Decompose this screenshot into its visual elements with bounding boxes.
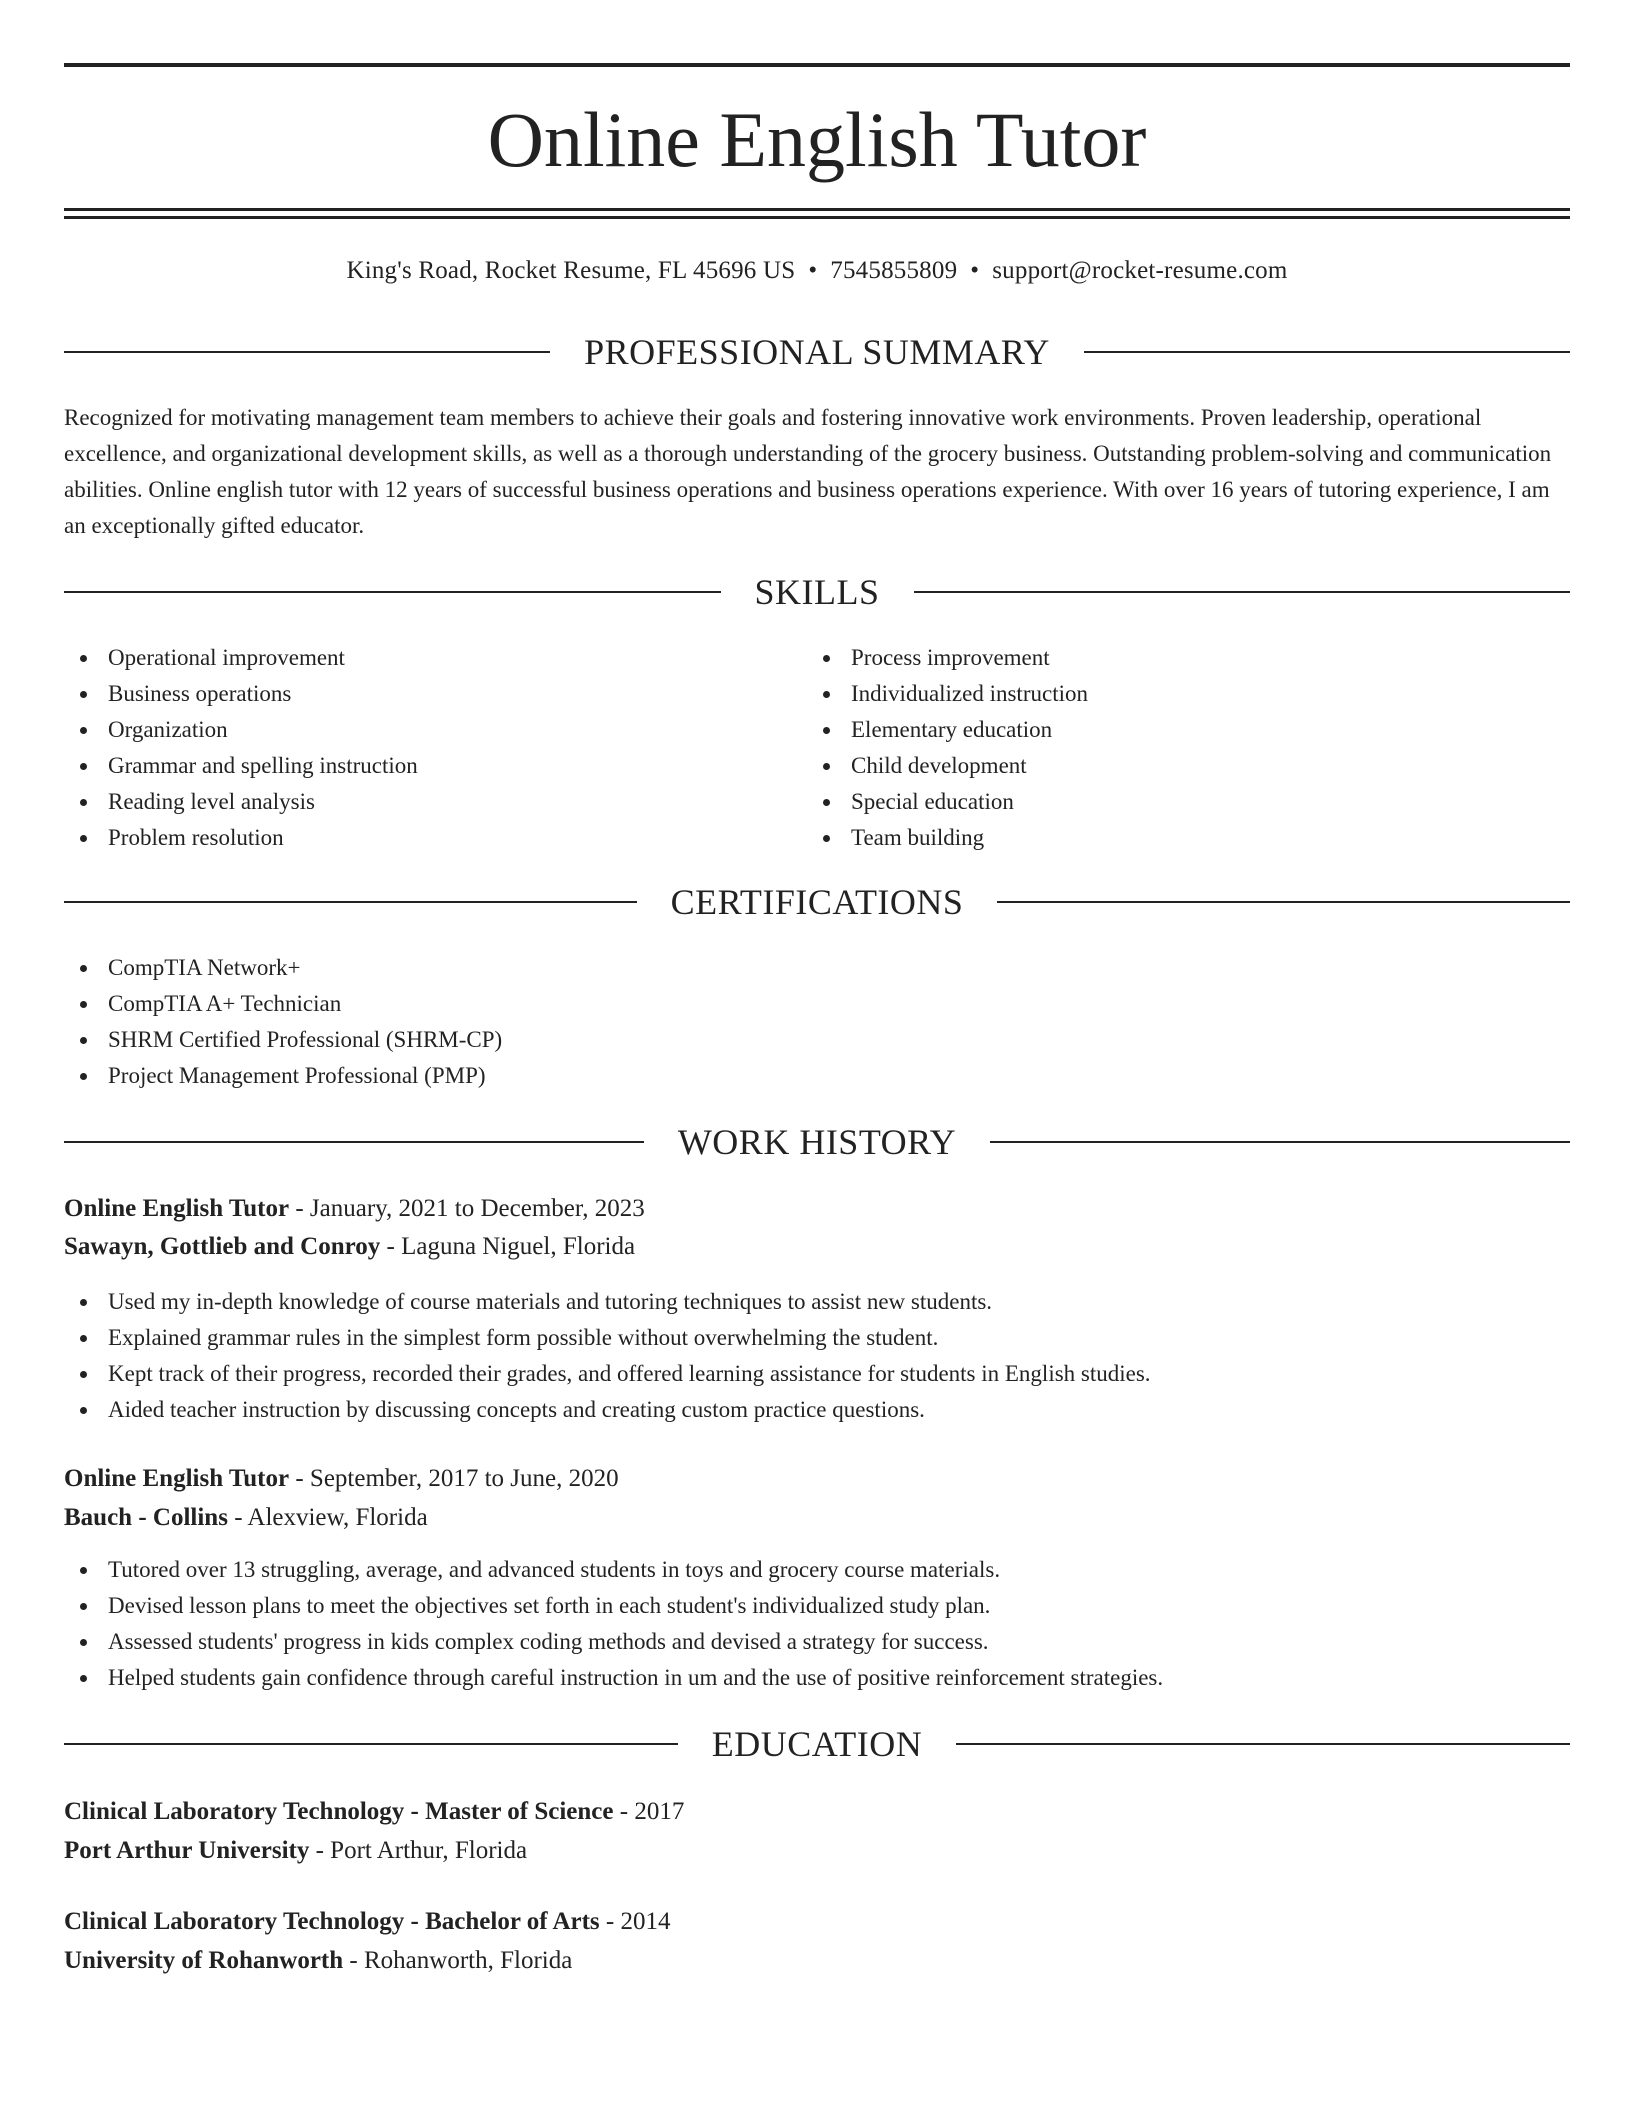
heading-rule-left [64, 901, 637, 903]
job-duty-item: Explained grammar rules in the simplest form possible without overwhelming the student. [64, 1320, 1570, 1356]
job-dates: - January, 2021 to December, 2023 [289, 1195, 645, 1222]
job-title: Online English Tutor [64, 1465, 290, 1492]
job-company: Sawayn, Gottlieb and Conroy [64, 1233, 381, 1260]
education-school: Port Arthur University [64, 1837, 310, 1864]
certification-item: CompTIA A+ Technician [64, 986, 1570, 1022]
job-dates: - September, 2017 to June, 2020 [289, 1465, 619, 1492]
contact-phone: 7545855809 [830, 257, 958, 284]
skill-item: Organization [64, 712, 804, 748]
contact-separator: • [970, 257, 980, 284]
job-duty-item: Helped students gain confidence through careful instruction in um and the use of positive reinforcement strategies. [64, 1660, 1570, 1696]
top-rule [64, 63, 1570, 67]
skill-item: Child development [807, 748, 1567, 784]
heading-rule-left [64, 351, 550, 353]
education-year: - 2017 [613, 1798, 685, 1825]
heading-rule-left [64, 1743, 678, 1745]
work-history-heading: WORK HISTORY [677, 1122, 957, 1162]
job-duty-item: Assessed students' progress in kids complex coding methods and devised a strategy for success. [64, 1624, 1570, 1660]
job-duty-item: Tutored over 13 struggling, average, and advanced students in toys and grocery course materials. [64, 1552, 1570, 1588]
contact-email: support@rocket-resume.com [992, 257, 1288, 284]
job-duties-list [64, 1284, 1570, 1428]
contact-address: King's Road, Rocket Resume, FL 45696 US [346, 257, 796, 284]
job-location: - Alexview, Florida [227, 1504, 428, 1531]
job-company-line [64, 1228, 1570, 1266]
education-degree-line [64, 1903, 1570, 1941]
skill-item: Problem resolution [64, 820, 804, 856]
job-duty-item: Kept track of their progress, recorded their grades, and offered learning assistance for students in English studies. [64, 1356, 1570, 1392]
heading-rule-left [64, 1141, 644, 1143]
education-year: - 2014 [599, 1908, 671, 1935]
heading-rule-right [990, 1141, 1570, 1143]
certification-item: SHRM Certified Professional (SHRM-CP) [64, 1022, 1570, 1058]
title-rule-upper [64, 208, 1570, 211]
title-rule-lower [64, 216, 1570, 219]
job-location: - Laguna Niguel, Florida [380, 1233, 636, 1260]
education-school-line [64, 1832, 1570, 1870]
job-title-line [64, 1460, 1570, 1498]
certification-item: CompTIA Network+ [64, 950, 1570, 986]
education-degree-line [64, 1793, 1570, 1831]
education-section-header [64, 1722, 1570, 1766]
certifications-section-header [64, 880, 1570, 924]
education-location: - Rohanworth, Florida [343, 1947, 573, 1974]
heading-rule-right [956, 1743, 1570, 1745]
education-heading: EDUCATION [711, 1724, 923, 1764]
contact-separator: • [808, 257, 818, 284]
summary-section-header [64, 330, 1570, 374]
heading-rule-right [914, 591, 1571, 593]
certifications-heading: CERTIFICATIONS [670, 882, 964, 922]
job-duties-list [64, 1552, 1570, 1696]
education-degree: Clinical Laboratory Technology - Bachelor of Arts [64, 1908, 600, 1935]
summary-heading: PROFESSIONAL SUMMARY [584, 332, 1050, 372]
skill-item: Business operations [64, 676, 804, 712]
skill-item: Reading level analysis [64, 784, 804, 820]
job-company: Bauch - Collins [64, 1504, 228, 1531]
job-title: Online English Tutor [64, 1195, 290, 1222]
job-duty-item: Devised lesson plans to meet the objectives set forth in each student's individualized study plan. [64, 1588, 1570, 1624]
work-history-section-header [64, 1120, 1570, 1164]
job-title-line [64, 1190, 1570, 1228]
skill-item: Individualized instruction [807, 676, 1567, 712]
education-degree: Clinical Laboratory Technology - Master of Science [64, 1798, 614, 1825]
skills-list-left [64, 640, 804, 856]
skills-section-header [64, 570, 1570, 614]
summary-text: Recognized for motivating management team members to achieve their goals and fostering innovative work environments. Proven leadership, operational excellence, and organizational development skills, as well as a thorough understanding of the grocery business. Outstanding problem-solving and communication abilities. Online english tutor with 12 years of successful business operations and business operations experience. With over 16 years of tutoring experience, I am an exceptionally gifted educator. [64, 405, 1552, 538]
skill-item: Elementary education [807, 712, 1567, 748]
job-duty-item: Used my in-depth knowledge of course materials and tutoring techniques to assist new students. [64, 1284, 1570, 1320]
skills-list-right [807, 640, 1567, 856]
job-company-line [64, 1499, 1570, 1537]
skill-item: Special education [807, 784, 1567, 820]
skill-item: Operational improvement [64, 640, 804, 676]
skill-item: Process improvement [807, 640, 1567, 676]
education-school-line [64, 1942, 1570, 1980]
certification-item: Project Management Professional (PMP) [64, 1058, 1570, 1094]
certifications-list [64, 950, 1570, 1094]
education-location: - Port Arthur, Florida [309, 1837, 528, 1864]
heading-rule-left [64, 591, 721, 593]
job-duty-item: Aided teacher instruction by discussing concepts and creating custom practice questions. [64, 1392, 1570, 1428]
heading-rule-right [997, 901, 1570, 903]
page-title: Online English Tutor [487, 96, 1147, 183]
heading-rule-right [1084, 351, 1570, 353]
skill-item: Team building [807, 820, 1567, 856]
skills-heading: SKILLS [754, 572, 880, 612]
contact-line [64, 253, 1570, 289]
skill-item: Grammar and spelling instruction [64, 748, 804, 784]
education-school: University of Rohanworth [64, 1947, 344, 1974]
